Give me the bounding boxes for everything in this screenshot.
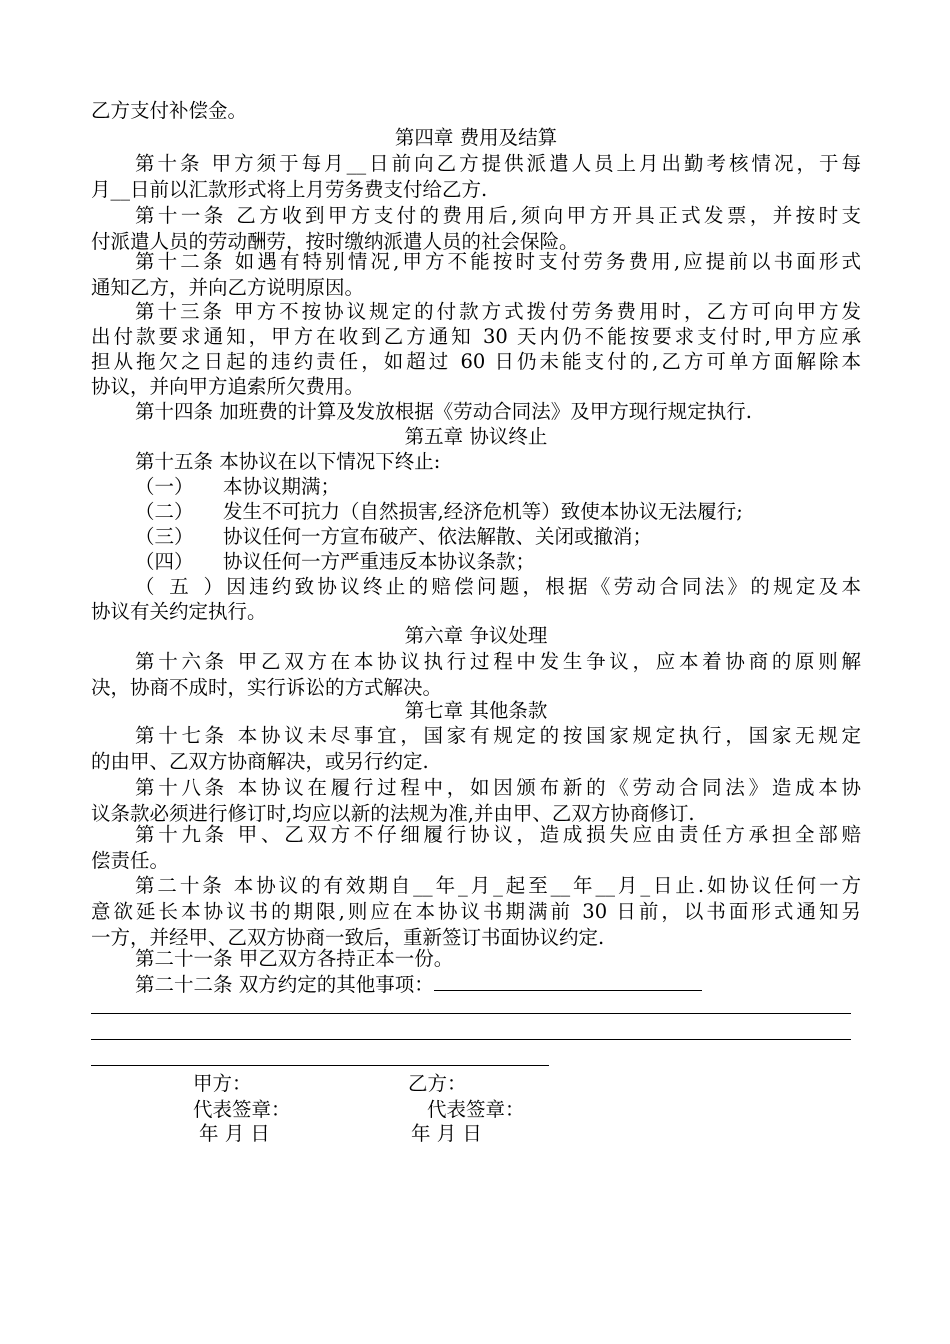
list-item	[91, 548, 861, 575]
list-item	[91, 473, 861, 500]
list-item-text: 协议任何一方宣布破产、依法解散、关闭或撤消；	[223, 525, 653, 548]
party-b-representative-label: 代表签章：	[427, 1098, 525, 1121]
article-14-line: 第十四条 加班费的计算及发放根据《劳动合同法》及甲方现行规定执行.	[135, 400, 752, 423]
article-13-line: 出付款要求通知，甲方在收到乙方通知 30 天内仍不能按要求支付时,甲方应承	[91, 325, 861, 348]
list-item	[91, 573, 861, 600]
article-13-line: 协议，并向甲方追索所欠费用。	[91, 375, 365, 398]
chapter-7-heading: 第七章 其他条款	[404, 699, 548, 722]
list-item-text: 因违约致协议终止的赔偿问题，根据《劳动合同法》的规定及本	[223, 575, 861, 598]
article-11-line: 第十一条 乙方收到甲方支付的费用后,须向甲方开具正式发票，并按时支	[135, 204, 861, 227]
article-18-line: 第十八条 本协议在履行过程中，如因颁布新的《劳动合同法》造成本协	[135, 776, 861, 799]
party-b-date: 年 月 日	[411, 1122, 482, 1145]
article-12-line: 通知乙方，并向乙方说明原因。	[91, 276, 365, 299]
list-item	[91, 498, 861, 525]
article-20-line: 一方，并经甲、乙双方协商一致后，重新签订书面协议约定.	[91, 926, 605, 949]
article-17-line: 第十七条 本协议未尽事宜，国家有规定的按国家规定执行，国家无规定	[135, 724, 861, 747]
article-20-line: 第二十条 本协议的有效期自__年_月_起至__年__月_日止.如协议任何一方	[135, 874, 861, 897]
article-12-line: 第十二条 如遇有特别情况,甲方不能按时支付劳务费用,应提前以书面形式	[135, 250, 861, 273]
article-10-line: 第十条 甲方须于每月__日前向乙方提供派遣人员上月出勤考核情况，于每	[135, 152, 861, 175]
article-20-line: 意欲延长本协议书的期限,则应在本协议书期满前 30 日前，以书面形式通知另	[91, 900, 861, 923]
list-item-text: 发生不可抗力（自然损害,经济危机等）致使本协议无法履行;	[223, 500, 743, 523]
party-a-representative-label: 代表签章：	[193, 1098, 291, 1121]
list-item-number: （五）	[135, 575, 223, 598]
article-22-line	[91, 970, 861, 998]
list-item-number: （三）	[135, 525, 194, 548]
article-16-line: 第十六条 甲乙双方在本协议执行过程中发生争议，应本着协商的原则解	[135, 650, 861, 673]
fill-in-rule	[91, 1065, 549, 1066]
list-item-text: 本协议期满；	[223, 475, 341, 498]
party-a-date: 年 月 日	[199, 1122, 270, 1145]
article-21-line: 第二十一条 甲乙双方各持正本一份。	[135, 947, 454, 970]
paragraph-line: 乙方支付补偿金。	[91, 99, 248, 122]
fill-in-blank	[434, 970, 702, 991]
list-item-continuation: 协议有关约定执行。	[91, 600, 267, 623]
fill-in-rule	[91, 1039, 851, 1040]
list-item	[91, 523, 861, 550]
list-item-number: （二）	[135, 500, 194, 523]
chapter-4-heading: 第四章 费用及结算	[394, 126, 558, 149]
party-a-label: 甲方：	[193, 1072, 252, 1095]
list-item-text: 协议任何一方严重违反本协议条款；	[223, 550, 536, 573]
article-18-line: 议条款必须进行修订时,均应以新的法规为准,并由甲、乙双方协商修订.	[91, 802, 695, 825]
list-item-number: （四）	[135, 550, 194, 573]
article-13-line: 第十三条 甲方不按协议规定的付款方式拨付劳务费用时，乙方可向甲方发	[135, 300, 861, 323]
article-16-line: 决，协商不成时，实行诉讼的方式解决。	[91, 676, 443, 699]
article-11-line: 付派遣人员的劳动酬劳，按时缴纳派遣人员的社会保险。	[91, 230, 579, 253]
fill-in-rule	[91, 1013, 851, 1014]
chapter-5-heading: 第五章 协议终止	[404, 425, 548, 448]
article-19-line: 偿责任。	[91, 849, 170, 872]
article-15-line: 第十五条 本协议在以下情况下终止:	[135, 450, 441, 473]
article-22-text: 第二十二条 双方约定的其他事项：	[135, 973, 434, 996]
party-b-label: 乙方：	[408, 1072, 467, 1095]
article-10-line: 月__日前以汇款形式将上月劳务费支付给乙方.	[91, 178, 488, 201]
article-13-line: 担从拖欠之日起的违约责任，如超过 60 日仍未能支付的,乙方可单方面解除本	[91, 350, 861, 373]
list-item-number: （一）	[135, 475, 194, 498]
article-19-line: 第十九条 甲、乙双方不仔细履行协议，造成损失应由责任方承担全部赔	[135, 823, 861, 846]
chapter-6-heading: 第六章 争议处理	[404, 624, 548, 647]
article-17-line: 的由甲、乙双方协商解决，或另行约定.	[91, 750, 429, 773]
